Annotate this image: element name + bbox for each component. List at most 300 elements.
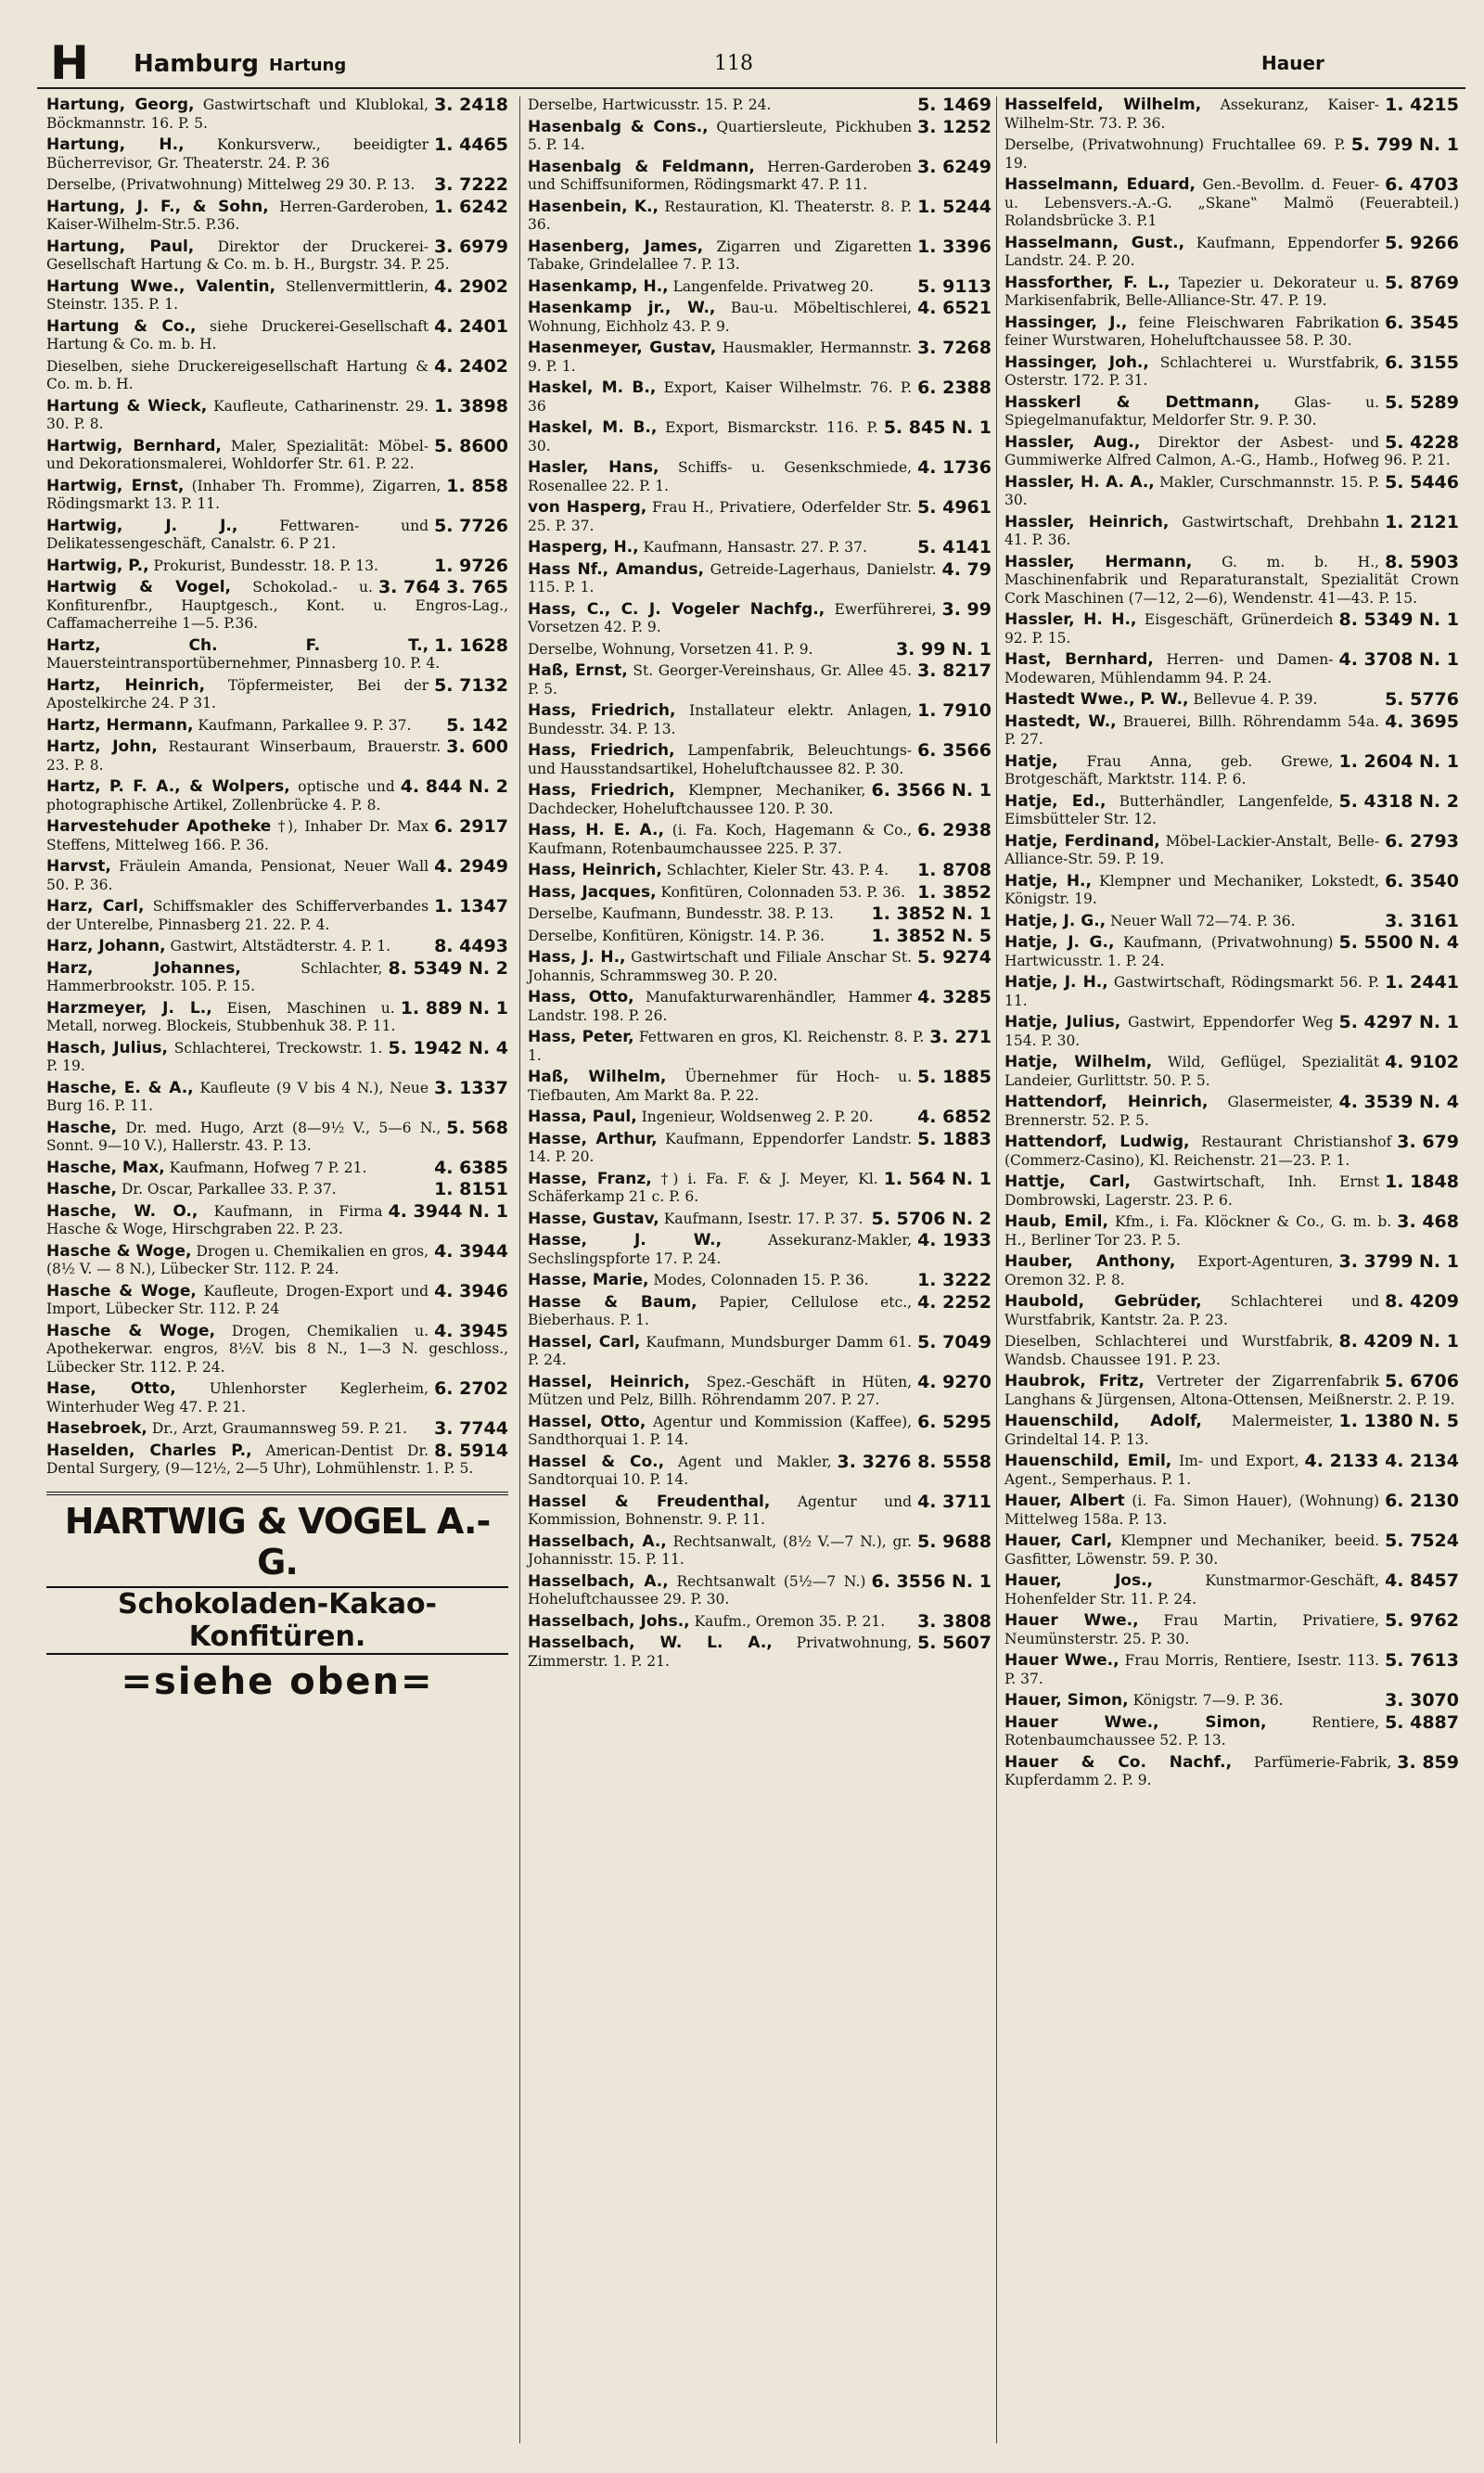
directory-entry bbox=[1004, 750, 1459, 789]
phone-number: 3. 2418 bbox=[434, 96, 508, 115]
entry-name: Hartung & Wieck, bbox=[46, 396, 208, 416]
phone-number: 8. 4209 bbox=[1385, 1291, 1459, 1312]
directory-entry bbox=[528, 116, 991, 155]
entry-details: †), Inhaber Dr. Max Steffens, Mittelweg 166. P. 36. bbox=[46, 818, 429, 853]
entry-name: Hase, Otto, bbox=[46, 1379, 176, 1398]
entry-details: Schlachterei und Wurstfabrik, Kantstr. 2a. P. 23. bbox=[1004, 1293, 1380, 1328]
phone-number: 6. 3540 bbox=[1385, 870, 1459, 891]
entry-details: Installateur elektr. Anlagen, Bundesstr. 34. P. 13. bbox=[528, 702, 913, 737]
directory-entry bbox=[528, 379, 991, 416]
phone-number: 6. 3556 N. 1 bbox=[871, 1570, 991, 1592]
phone-number: 4. 6521 bbox=[917, 298, 991, 318]
entry-details: Frau H., Privatiere, Oderfelder Str. 25. P. 37. bbox=[528, 499, 913, 534]
directory-entry bbox=[528, 340, 991, 376]
ad-see-above: =siehe oben= bbox=[121, 1659, 434, 1703]
directory-entry bbox=[528, 1069, 991, 1105]
entry-details: Kaufm., Oremon 35. P. 21. bbox=[694, 1612, 886, 1630]
page-number: 118 bbox=[714, 52, 753, 75]
directory-entry bbox=[1004, 1692, 1459, 1711]
entry-name: Hauer, Simon, bbox=[1004, 1691, 1129, 1710]
directory-entry bbox=[1004, 391, 1459, 430]
directory-entry bbox=[46, 1200, 508, 1239]
directory-entry bbox=[528, 459, 991, 495]
directory-entry bbox=[1004, 870, 1459, 909]
entry-name: Hauber, Anthony, bbox=[1004, 1252, 1176, 1271]
directory-entry bbox=[46, 1117, 508, 1156]
phone-number: 5. 7132 bbox=[434, 674, 508, 696]
entry-details: Kaufmann, (Privatwohnung) Hartwicusstr. 1. P. 24. bbox=[1004, 934, 1334, 969]
directory-entry bbox=[528, 1451, 991, 1490]
entry-name: Hartwig & Vogel, bbox=[46, 578, 232, 596]
entry-details: Übernehmer für Hoch- u. Tiefbauten, Am Markt 8a. P. 22. bbox=[528, 1069, 913, 1104]
directory-entry bbox=[1004, 1293, 1459, 1329]
entry-name: Harvst, bbox=[46, 857, 111, 876]
entry-details: American-Dentist Dr. Dental Surgery, (9—12½, 2—5 Uhr), Lohmühlenstr. 1. P. 5. bbox=[46, 1442, 474, 1477]
phone-number: 3. 468 bbox=[1397, 1211, 1459, 1232]
directory-entry bbox=[46, 136, 508, 173]
phone-number: 4. 8457 bbox=[1385, 1570, 1459, 1591]
entry-name: Hassinger, J., bbox=[1004, 313, 1128, 332]
phone-number: 3. 99 bbox=[941, 598, 991, 620]
phone-number: 5. 8600 bbox=[434, 435, 508, 456]
entry-name: Hasenmeyer, Gustav, bbox=[528, 339, 717, 357]
directory-entry bbox=[1004, 1413, 1459, 1449]
entry-details: Kaufleute, Catharinenstr. 29. 30. P. 8. bbox=[46, 397, 429, 432]
phone-number: 5. 9274 bbox=[917, 947, 991, 967]
entry-name: Hasselmann, Gust., bbox=[1004, 233, 1185, 252]
entry-name: Hassel, Carl, bbox=[528, 1332, 641, 1352]
directory-entry bbox=[1004, 511, 1459, 550]
phone-number: 3. 3161 bbox=[1385, 910, 1459, 931]
phone-number: 1. 1628 bbox=[434, 634, 508, 656]
phone-number: 5. 9762 bbox=[1385, 1610, 1459, 1631]
entry-name: Hass, C., C. J. Vogeler Nachfg., bbox=[528, 599, 825, 619]
entry-name: Hattendorf, Heinrich, bbox=[1004, 1093, 1209, 1111]
entry-name: Hauer Wwe., bbox=[1004, 1611, 1139, 1630]
directory-entry bbox=[46, 355, 508, 394]
directory-entry bbox=[1004, 1612, 1459, 1648]
directory-entry bbox=[1004, 651, 1459, 687]
phone-number: 5. 1883 bbox=[917, 1128, 991, 1149]
directory-entry bbox=[1004, 471, 1459, 510]
entry-name: Hasche & Woge, bbox=[46, 1321, 216, 1340]
directory-entry bbox=[46, 1442, 508, 1479]
entry-name: Hasselbach, A., bbox=[528, 1571, 669, 1591]
directory-entry bbox=[1004, 1532, 1459, 1569]
entry-details: Kaufmann, in Firma Hasche & Woge, Hirschgraben 22. P. 23. bbox=[46, 1202, 383, 1237]
entry-details: Töpfermeister, Bei der Apostelkirche 24. P 31. bbox=[46, 676, 429, 711]
directory-page bbox=[37, 36, 1465, 2453]
directory-entry bbox=[46, 196, 508, 235]
phone-number: 3. 271 bbox=[929, 1027, 991, 1047]
entry-name: Hasenbein, K., bbox=[528, 197, 659, 216]
entry-name: Harz, Carl, bbox=[46, 897, 145, 916]
phone-number: 5. 568 bbox=[446, 1117, 508, 1138]
phone-number: 4. 9270 bbox=[917, 1371, 991, 1392]
entry-name: Hasebroek, bbox=[46, 1419, 147, 1438]
directory-entry bbox=[1004, 354, 1459, 391]
entry-name: Hauer Wwe., bbox=[1004, 1651, 1119, 1670]
entry-name: Hartz, Heinrich, bbox=[46, 675, 206, 695]
directory-entry bbox=[1004, 1453, 1459, 1489]
phone-number: 6. 3545 bbox=[1385, 312, 1459, 333]
directory-entry bbox=[46, 1280, 508, 1319]
phone-number: 6. 2793 bbox=[1385, 830, 1459, 852]
phone-number: 4. 3285 bbox=[917, 987, 991, 1007]
directory-entry bbox=[1004, 611, 1459, 647]
phone-number: 4. 3944 N. 1 bbox=[388, 1200, 508, 1222]
entry-details: Drogen, Chemikalien u. Apothekerwar. engros, 8½V. bis 8 N., 1—3 N. geschloss., Lübecker Str. 112. P. 24. bbox=[46, 1322, 508, 1376]
phone-number: 5. 1885 bbox=[917, 1067, 991, 1087]
directory-entry bbox=[46, 1157, 508, 1178]
entry-details: Gen.-Bevollm. d. Feuer- u. Lebensvers.-A.-G. „Skane‟ Malmö (Feuerabteil.) Rolandsbrücke 3. P.1 bbox=[1004, 176, 1459, 229]
phone-number: 4. 3945 bbox=[434, 1320, 508, 1341]
entry-name: Hasselbach, Johs., bbox=[528, 1611, 690, 1631]
phone-number: 8. 5349 N. 2 bbox=[388, 957, 508, 979]
entry-name: Hartung, Georg, bbox=[46, 96, 195, 114]
directory-entry bbox=[528, 275, 991, 297]
phone-number: 3. 600 bbox=[446, 737, 508, 757]
entry-details: Getreide-Lagerhaus, Danielstr. 115. P. 1. bbox=[528, 560, 937, 596]
directory-entry bbox=[1004, 1711, 1459, 1750]
entry-name: von Hasperg, bbox=[528, 498, 647, 517]
phone-number: 3. 8217 bbox=[917, 660, 991, 681]
entry-name: Hasenkamp, H., bbox=[528, 276, 669, 296]
directory-entry bbox=[1004, 1751, 1459, 1790]
phone-number: 4. 2402 bbox=[434, 355, 508, 377]
entry-details: Manufakturwarenhändler, Hammer Landstr. 198. P. 26. bbox=[528, 989, 913, 1024]
phone-number: 5. 5776 bbox=[1385, 689, 1459, 710]
directory-entry bbox=[528, 1168, 991, 1207]
entry-details: Frau Morris, Rentiere, Isestr. 113. P. 37. bbox=[1004, 1652, 1380, 1687]
entry-details: Ewerführerei, Vorsetzen 42. P. 9. bbox=[528, 600, 937, 635]
directory-entry bbox=[528, 1128, 991, 1167]
phone-number: 1. 889 N. 1 bbox=[400, 997, 508, 1019]
entry-name: Hauer, Jos., bbox=[1004, 1571, 1154, 1590]
phone-number: 5. 6706 bbox=[1385, 1371, 1459, 1391]
entry-details: Zigarren und Zigaretten Tabake, Grindelallee 7. P. 13. bbox=[528, 237, 913, 273]
entry-name: Haskel, M. B., bbox=[528, 378, 657, 397]
phone-number: 1. 8708 bbox=[917, 860, 991, 880]
entry-details: Restauration, Kl. Theaterstr. 8. P. 36. bbox=[528, 198, 913, 233]
entry-details: G. m. b. H., Maschinenfabrik und Reparaturanstalt, Spezialität Crown Cork Maschinen (7—12, 2—6), Wendenstr. 41—43. P. 15. bbox=[1004, 553, 1459, 607]
phone-number: 1. 2121 bbox=[1385, 511, 1459, 532]
entry-details: Assekuranz, Kaiser-Wilhelm-Str. 73. P. 36. bbox=[1004, 96, 1380, 132]
entry-details: Im- und Export, Agent., Semperhaus. P. 1. bbox=[1004, 1453, 1299, 1488]
phone-number: 3. 1337 bbox=[434, 1077, 508, 1098]
phone-number: 5. 7613 bbox=[1385, 1650, 1459, 1671]
phone-number: 5. 142 bbox=[446, 714, 508, 736]
phone-number: 3. 3799 N. 1 bbox=[1338, 1251, 1459, 1272]
directory-entry bbox=[528, 196, 991, 235]
directory-entry bbox=[46, 1181, 508, 1199]
phone-number: 5. 5706 N. 2 bbox=[871, 1208, 991, 1229]
phone-number: 1. 3852 bbox=[917, 881, 991, 903]
entry-name: Hassel & Co., bbox=[528, 1452, 665, 1471]
directory-entry bbox=[46, 738, 508, 775]
entry-name: Hartwig, Bernhard, bbox=[46, 436, 222, 455]
entry-name: Hauer & Co. Nachf., bbox=[1004, 1752, 1233, 1772]
entry-details: Langenfelde. Privatweg 20. bbox=[672, 277, 874, 295]
directory-entry bbox=[528, 989, 991, 1025]
entry-name: Harz, Johannes, bbox=[46, 958, 241, 978]
directory-entry bbox=[528, 1570, 991, 1609]
phone-number: 5. 799 N. 1 bbox=[1350, 135, 1459, 155]
phone-number: 8. 4493 bbox=[434, 936, 508, 956]
entry-details: Vertreter der Zigarrenfabrik Langhans & Jürgensen, Altona-Ottensen, Meißnerstr. 2. P. 19. bbox=[1004, 1373, 1455, 1408]
directory-entry bbox=[528, 598, 991, 637]
entry-name: Hatje, Julius, bbox=[1004, 1013, 1121, 1031]
directory-entry bbox=[46, 714, 508, 736]
phone-number: 1. 3396 bbox=[917, 236, 991, 257]
entry-name: Hasse, Gustav, bbox=[528, 1209, 659, 1228]
directory-entry bbox=[46, 858, 508, 894]
directory-entry bbox=[1004, 691, 1459, 710]
directory-entry bbox=[1004, 1493, 1459, 1529]
entry-details: Kunstmarmor-Geschäft, Hohenfelder Str. 11. P. 24. bbox=[1004, 1572, 1380, 1608]
phone-number: 1. 1347 bbox=[434, 896, 508, 916]
entry-name: Hasselbach, W. L. A., bbox=[528, 1634, 773, 1652]
phone-number: 5. 5446 bbox=[1385, 471, 1459, 493]
directory-entry bbox=[46, 515, 508, 554]
entry-name: Hasselfeld, Wilhelm, bbox=[1004, 96, 1202, 114]
entry-name: Hauer, Albert bbox=[1004, 1492, 1125, 1510]
directory-entry bbox=[1004, 1173, 1459, 1210]
entry-name: Hasche, bbox=[46, 1118, 117, 1137]
entry-name: Hauenschild, Emil, bbox=[1004, 1452, 1172, 1470]
phone-number: 8. 5349 N. 1 bbox=[1338, 609, 1459, 630]
directory-entry bbox=[46, 1420, 508, 1439]
phone-number: 3. 6979 bbox=[434, 236, 508, 257]
entry-details: Derselbe, Konfitüren, Königstr. 14. P. 36. bbox=[528, 927, 825, 944]
entry-details: Kaufleute, Drogen-Export und Import, Lübecker Str. 112. P. 24 bbox=[46, 1282, 429, 1317]
entry-details: Kaufmann, Hansastr. 27. P. 37. bbox=[643, 539, 867, 556]
directory-entry bbox=[528, 1108, 991, 1127]
directory-entry bbox=[528, 1411, 991, 1450]
phone-number: 3. 99 N. 1 bbox=[895, 638, 991, 660]
entry-details: St. Georger-Vereinshaus, Gr. Allee 45. P. 5. bbox=[528, 662, 913, 698]
entry-name: Hasse, Franz, bbox=[528, 1169, 652, 1188]
directory-entry bbox=[46, 1240, 508, 1279]
directory-entry bbox=[46, 818, 508, 854]
entry-name: Hassler, Heinrich, bbox=[1004, 512, 1170, 532]
entry-details: Kaufmann, Eppendorfer Landstr. 24. P. 20. bbox=[1004, 234, 1380, 269]
entry-details: Mauersteintransportübernehmer, Pinnasberg 10. P. 4. bbox=[46, 655, 441, 672]
entry-details: feine Fleischwaren Fabrikation feiner Wurstwaren, Hoheluftchaussee 58. P. 30. bbox=[1004, 314, 1380, 349]
directory-entry bbox=[1004, 830, 1459, 869]
entry-name: Hassler, H. A. A., bbox=[1004, 472, 1155, 492]
directory-entry bbox=[1004, 1094, 1459, 1130]
entry-details: Möbel-Lackier-Anstalt, Belle-Alliance-Str. 59. P. 19. bbox=[1004, 832, 1380, 867]
entry-name: Hasche, bbox=[46, 1180, 117, 1198]
phone-number: 1. 5244 bbox=[917, 196, 991, 217]
directory-entry bbox=[528, 96, 991, 115]
directory-entry bbox=[1004, 1213, 1459, 1249]
entry-name: Hartwig, Ernst, bbox=[46, 476, 185, 495]
directory-entry bbox=[46, 997, 508, 1036]
entry-name: Hasse & Baum, bbox=[528, 1292, 697, 1312]
phone-number: 1. 3852 N. 1 bbox=[871, 903, 991, 924]
phone-number: 5. 7524 bbox=[1385, 1531, 1459, 1551]
directory-entry bbox=[1004, 176, 1459, 231]
phone-number: 3. 3070 bbox=[1385, 1690, 1459, 1711]
entry-details: Derselbe, Kaufmann, Bundesstr. 38. P. 13. bbox=[528, 905, 834, 922]
entry-name: Hatje, Ed., bbox=[1004, 791, 1107, 811]
phone-number: 3. 7222 bbox=[434, 174, 508, 195]
entry-details: Makler, Curschmannstr. 15. P. 30. bbox=[1004, 473, 1380, 508]
entry-details: Agentur und Kommission, Bohnenstr. 9. P. 11. bbox=[528, 1493, 913, 1528]
phone-number: 6. 3566 N. 1 bbox=[871, 780, 991, 801]
phone-number: 4. 1736 bbox=[917, 457, 991, 478]
entry-name: Hartz, P. F. A., & Wolpers, bbox=[46, 777, 290, 796]
entry-details: Assekuranz-Makler, Sechslingspforte 17. P. 24. bbox=[528, 1232, 913, 1267]
phone-number: 5. 7049 bbox=[917, 1331, 991, 1352]
directory-entry bbox=[46, 475, 508, 514]
entry-details: Schlachter, Hammerbrookstr. 105. P. 15. bbox=[46, 959, 383, 994]
directory-entry bbox=[46, 96, 508, 133]
directory-entry bbox=[528, 539, 991, 557]
directory-entry bbox=[1004, 1253, 1459, 1289]
entry-name: Hass, J. H., bbox=[528, 948, 626, 967]
directory-entry bbox=[46, 395, 508, 434]
entry-name: Hasche, Max, bbox=[46, 1158, 165, 1177]
directory-entry bbox=[528, 238, 991, 275]
advertisement bbox=[46, 1492, 508, 1703]
phone-number: 6. 3566 bbox=[917, 740, 991, 761]
entry-details: Frau Martin, Privatiere, Neumünsterstr. 25. P. 30. bbox=[1004, 1612, 1380, 1647]
directory-entry bbox=[1004, 232, 1459, 271]
phone-number: 1. 2604 N. 1 bbox=[1338, 750, 1459, 772]
entry-details: Kaufmann, Isestr. 17. P. 37. bbox=[663, 1210, 864, 1227]
phone-number: 5. 9688 bbox=[917, 1531, 991, 1552]
phone-number: 4. 9102 bbox=[1385, 1052, 1459, 1072]
directory-entry bbox=[528, 419, 991, 455]
entry-details: Eisgeschäft, Grünerdeich 92. P. 15. bbox=[1004, 611, 1334, 647]
phone-number: 4. 2252 bbox=[917, 1291, 991, 1313]
phone-number: 3. 3808 bbox=[917, 1610, 991, 1632]
phone-number: 1. 4215 bbox=[1385, 96, 1459, 115]
entry-details: Schokolad.- u. Konfiturenfbr., Hauptgesch., Kont. u. Engros-Lag., Caffamacherreihe 1—5. P.36. bbox=[46, 579, 508, 632]
ad-products: Schokoladen-Kakao-Konfitüren. bbox=[46, 1586, 508, 1655]
entry-name: Hast, Bernhard, bbox=[1004, 650, 1154, 669]
entry-details: Kaufleute (9 V bis 4 N.), Neue Burg 16. P. 11. bbox=[46, 1079, 429, 1114]
header-last-entry: Hauer bbox=[1261, 52, 1324, 74]
directory-entry bbox=[46, 275, 508, 314]
entry-details: Herren-Garderoben, Kaiser-Wilhelm-Str.5. P.36. bbox=[46, 198, 429, 233]
entry-name: Hasse, J. W., bbox=[528, 1231, 723, 1249]
phone-number: 5. 8769 bbox=[1385, 272, 1459, 293]
entry-name: Hass, Friedrich, bbox=[528, 741, 675, 760]
entry-name: Hasskerl & Dettmann, bbox=[1004, 392, 1260, 412]
entry-name: Hartwig, J. J., bbox=[46, 516, 238, 535]
entry-name: Hasche & Woge, bbox=[46, 1281, 197, 1301]
phone-number: 1. 6242 bbox=[434, 196, 508, 217]
phone-number: 5. 1469 bbox=[917, 96, 991, 115]
directory-entry bbox=[46, 957, 508, 996]
directory-entry bbox=[1004, 431, 1459, 470]
entry-details: Kfm., i. Fa. Klöckner & Co., G. m. b. H., Berliner Tor 23. P. 5. bbox=[1004, 1213, 1392, 1249]
entry-details: Gastwirtschaft und Filiale Anschar St. Johannis, Schrammsweg 30. P. 20. bbox=[528, 949, 913, 984]
directory-entry bbox=[528, 1208, 991, 1229]
entry-details: siehe Druckerei-Gesellschaft Hartung & Co. m. b. H. bbox=[46, 317, 429, 352]
page-header bbox=[37, 36, 1465, 90]
phone-number: 4. 3944 bbox=[434, 1240, 508, 1262]
directory-entry bbox=[528, 1610, 991, 1632]
directory-entry bbox=[528, 1291, 991, 1330]
entry-details: Schlachter, Kieler Str. 43. P. 4. bbox=[666, 862, 889, 878]
entry-details: Eisen, Maschinen u. Metall, norweg. Blockeis, Stubbenhuk 38. P. 11. bbox=[46, 999, 396, 1034]
entry-details: Gastwirtschaft, Drehbahn 41. P. 36. bbox=[1004, 513, 1380, 548]
entry-details: Parfümerie-Fabrik, Kupferdamm 2. P. 9. bbox=[1004, 1753, 1392, 1788]
entry-name: Hartz, Hermann, bbox=[46, 715, 194, 735]
entry-details: Lampenfabrik, Beleuchtungs- und Hausstandsartikel, Hoheluftchaussee 82. P. 30. bbox=[528, 742, 913, 777]
phone-number: 6. 2917 bbox=[434, 816, 508, 837]
entry-details: Privatwohnung, Zimmerstr. 1. P. 21. bbox=[528, 1634, 913, 1670]
entry-name: Hassinger, Joh., bbox=[1004, 352, 1149, 372]
entry-details: Wild, Geflügel, Spezialität Landeier, Gurlittstr. 50. P. 5. bbox=[1004, 1054, 1380, 1089]
entry-name: Hassel, Heinrich, bbox=[528, 1372, 690, 1391]
phone-number: 1. 8151 bbox=[434, 1179, 508, 1199]
phone-number: 5. 5289 bbox=[1385, 391, 1459, 413]
column-1-entries bbox=[46, 96, 508, 1479]
entry-name: Hass, Otto, bbox=[528, 988, 634, 1006]
entry-name: Hatje, H., bbox=[1004, 871, 1092, 891]
directory-entry bbox=[1004, 974, 1459, 1010]
entry-details: Uhlenhorster Keglerheim, Winterhuder Weg 47. P. 21. bbox=[46, 1380, 429, 1416]
entry-name: Hass, Jacques, bbox=[528, 882, 657, 902]
entry-details: Frau Anna, geb. Grewe, Brotgeschäft, Marktstr. 114. P. 6. bbox=[1004, 752, 1334, 788]
phone-number: 5. 4297 N. 1 bbox=[1338, 1012, 1459, 1032]
entry-details: Klempner und Mechaniker, beeid. Gasfitter, Löwenstr. 59. P. 30. bbox=[1004, 1532, 1380, 1568]
phone-number: 3. 764 3. 765 bbox=[377, 577, 508, 597]
directory-entry bbox=[46, 634, 508, 673]
directory-entry bbox=[1004, 1014, 1459, 1050]
entry-details: Direktor der Druckerei-Gesellschaft Hartung & Co. m. b. H., Burgstr. 34. P. 25. bbox=[46, 237, 450, 273]
entry-details: Prokurist, Bundesstr. 18. P. 13. bbox=[153, 557, 378, 574]
phone-number: 4. 2949 bbox=[434, 856, 508, 877]
directory-entry bbox=[1004, 1054, 1459, 1090]
phone-number: 5. 9113 bbox=[917, 275, 991, 297]
directory-entry bbox=[1004, 910, 1459, 931]
entry-details: Quartiersleute, Pickhuben 5. P. 14. bbox=[528, 118, 913, 153]
directory-entry bbox=[528, 1371, 991, 1410]
directory-entry bbox=[528, 881, 991, 903]
entry-details: Schlachterei, Treckowstr. 1. P. 19. bbox=[46, 1039, 383, 1074]
entry-name: Hasche, E. & A., bbox=[46, 1078, 194, 1097]
entry-details: Königstr. 7—9. P. 36. bbox=[1132, 1692, 1284, 1709]
entry-details: Kaufmann, Eppendorfer Landstr. 14. P. 20. bbox=[528, 1130, 913, 1165]
directory-entry bbox=[528, 742, 991, 778]
entry-name: Hauer Wwe., Simon, bbox=[1004, 1712, 1267, 1732]
entry-details: (i. Fa. Simon Hauer), (Wohnung) Mittelweg 158a. P. 13. bbox=[1004, 1493, 1380, 1528]
entry-name: Hastedt Wwe., P. W., bbox=[1004, 690, 1189, 709]
phone-number: 1. 7910 bbox=[917, 700, 991, 721]
entry-details: Konfitüren, Colonnaden 53. P. 36. bbox=[660, 883, 906, 901]
entry-details: Neuer Wall 72—74. P. 36. bbox=[1110, 912, 1296, 929]
directory-entry bbox=[528, 1232, 991, 1268]
entry-name: Harzmeyer, J. L., bbox=[46, 998, 212, 1018]
phone-number: 6. 3155 bbox=[1385, 352, 1459, 373]
entry-name: Hartz, Ch. F. T., bbox=[46, 635, 429, 655]
column-1 bbox=[46, 96, 508, 2443]
entry-details: Modes, Colonnaden 15. P. 36. bbox=[653, 1272, 869, 1288]
entry-details: Malermeister, Grindeltal 14. P. 13. bbox=[1004, 1413, 1334, 1448]
entry-name: Hasselmann, Eduard, bbox=[1004, 175, 1196, 194]
entry-name: Hastedt, W., bbox=[1004, 711, 1117, 731]
entry-name: Haskel, M. B., bbox=[528, 418, 658, 437]
phone-number: 4. 2133 4. 2134 bbox=[1304, 1451, 1459, 1471]
entry-details: Kaufmann, Mundsburger Damm 61. P. 24. bbox=[528, 1333, 913, 1368]
